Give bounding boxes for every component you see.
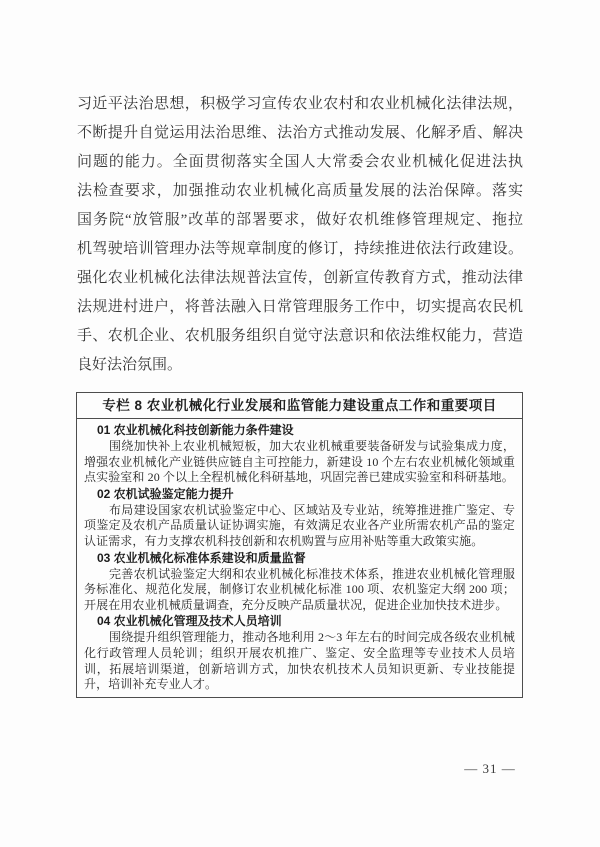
panel-section-03 <box>84 550 515 614</box>
body-paragraph <box>77 90 523 380</box>
section-body: 围绕提升组织管理能力，推动各地利用 2～3 年左右的时间完成各级农业机械化行政管理人员轮训；组织开展农机推广、鉴定、安全监理等专业技术人员培训，拓展培训渠道，创新培训方式，加快农机技术人员知识更新、专业技能提升，培训补充专业人才。 <box>84 630 515 692</box>
panel-section-04 <box>84 613 515 692</box>
section-heading: 04 农业机械化管理及技术人员培训 <box>97 614 282 629</box>
section-body: 布局建设国家农机试验鉴定中心、区域站及专业站，统筹推进推广鉴定、专项鉴定及农机产品质量认证协调实施，有效满足农业各产业所需农机产品的鉴定认证需求，有力支撑农机科技创新和农机购置与应用补贴等重大政策实施。 <box>84 502 515 548</box>
paragraph-line: 法检查要求，加强推动农业机械化高质量发展的法治保障。落实 <box>77 183 523 199</box>
panel-title: 专栏 8 农业机械化行业发展和监管能力建设重点工作和重要项目 <box>77 393 522 419</box>
paragraph-line: 习近平法治思想，积极学习宣传农业农村和农业机械化法律法规， <box>77 96 523 112</box>
panel-content <box>77 419 522 693</box>
section-heading: 01 农业机械化科技创新能力条件建设 <box>97 423 294 437</box>
paragraph-line: 不断提升自觉运用法治思维、法治方式推动发展、化解矛盾、解决 <box>77 125 523 141</box>
paragraph-line: 手、农机企业、农机服务组织自觉守法意识和依法维权能力，营造 <box>77 328 523 344</box>
paragraph-line: 机驾驶培训管理办法等规章制度的修订，持续推进依法行政建设。 <box>77 241 523 257</box>
section-heading: 03 农业机械化标准体系建设和质量监督 <box>97 550 306 565</box>
panel-section-02 <box>84 486 515 550</box>
section-body: 完善农机试验鉴定大纲和农业机械化标准技术体系，推进农业机械化管理服务标准化、规范化发展，制修订农业机械化标准 100 项、农机鉴定大纲 200 项；开展在用农业机械质量调查，充分反映产品质量状况，促进企业加快技术进步。 <box>84 566 515 612</box>
paragraph-line: 问题的能力。全面贯彻落实全国人大常委会农业机械化促进法执 <box>77 154 523 170</box>
paragraph-line: 良好法治氛围。 <box>77 357 183 373</box>
panel-section-01 <box>84 422 515 486</box>
paragraph-line: 法规进村进户，将普法融入日常管理服务工作中，切实提高农民机 <box>77 299 523 315</box>
section-body: 围绕加快补上农业机械短板，加大农业机械重要装备研发与试验集成力度，增强农业机械化产业链供应链自主可控能力，新建设 10 个左右农业机械化领域重点实验室和 20 个以上全程机械化科研基地，巩固完善已建成实验室和科研基地。 <box>84 439 515 485</box>
column8-panel <box>76 392 523 698</box>
paragraph-line: 强化农业机械化法律法规普法宣传，创新宣传教育方式，推动法律 <box>77 270 523 286</box>
section-heading: 02 农机试验鉴定能力提升 <box>97 486 234 501</box>
page-number: — 31 — <box>464 761 516 776</box>
paragraph-line: 国务院“放管服”改革的部署要求，做好农机维修管理规定、拖拉 <box>77 212 523 228</box>
